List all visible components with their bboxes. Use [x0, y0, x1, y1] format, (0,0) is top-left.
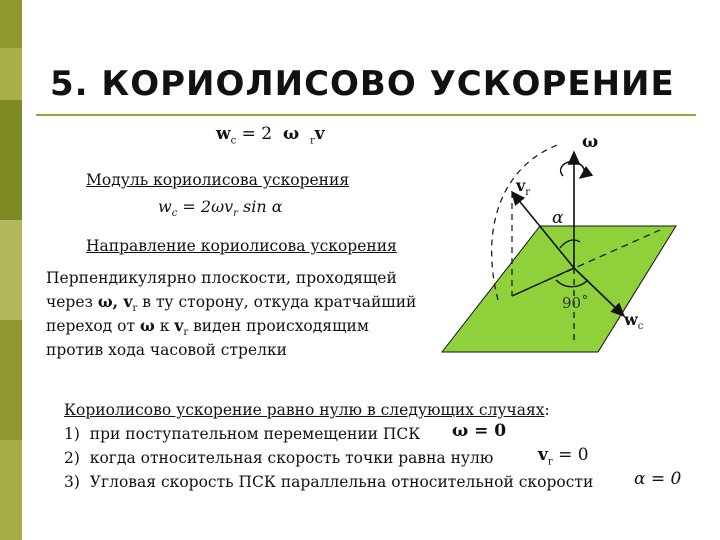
- rotation-arc: [561, 162, 585, 178]
- direction-line-1: Перпендикулярно плоскости, проходящей: [46, 269, 397, 287]
- direction-line-3-omega: ω: [140, 316, 155, 335]
- vr-label-v: v: [516, 176, 526, 195]
- direction-line-2-vec-sub: r: [132, 303, 138, 315]
- diagram-plane: [442, 226, 676, 352]
- direction-line-4: против хода часовой стрелки: [46, 341, 287, 359]
- alpha-label: α: [552, 208, 564, 228]
- direction-line-3-v-sub: r: [183, 327, 189, 339]
- module-w: w: [158, 197, 172, 216]
- zero-case-1-num: 1): [64, 425, 80, 443]
- module-v-sub: r: [233, 208, 238, 220]
- wc-label-sub: c: [637, 321, 644, 333]
- direction-line-2-b: в ту сторону, откуда кратчайший: [142, 293, 417, 311]
- omega-label: ω: [582, 132, 599, 152]
- direction-line-2-a: через: [46, 293, 93, 311]
- zero-case-3-text: Угловая скорость ПСК параллельна относительной скорости: [89, 473, 594, 491]
- right-angle-label: 90˚: [562, 294, 589, 312]
- direction-line-3-v: v: [174, 316, 184, 335]
- zero-case-2-num: 2): [64, 449, 80, 467]
- slide-title: 5. КОРИОЛИСОВО УСКОРЕНИЕ: [50, 64, 675, 104]
- vr-label: [516, 176, 530, 198]
- zero-case-2-formula-sub: r: [547, 456, 553, 468]
- zero-case-1-text: при поступательном перемещении ПСК: [89, 425, 421, 443]
- module-w-sub: c: [171, 208, 178, 220]
- zero-cases-heading-text: Кориолисово ускорение равно нулю в следующих случаях: [64, 401, 545, 419]
- module-eq: = 2ω: [182, 197, 225, 216]
- direction-line-3-a: переход от: [46, 317, 136, 335]
- zero-case-2-formula-rest: = 0: [558, 445, 589, 465]
- vr-label-sub: r: [525, 187, 531, 199]
- direction-line-3-k: к: [159, 317, 170, 335]
- direction-line-3-b: виден происходящим: [193, 317, 369, 335]
- wc-label-w: w: [624, 310, 638, 329]
- module-sin: sin α: [243, 197, 283, 216]
- zero-case-2-text: когда относительная скорость точки равна нулю: [89, 449, 494, 467]
- formula-v-sub: r: [309, 135, 315, 147]
- zero-case-3-num: 3): [64, 473, 80, 491]
- formula-v: v: [314, 124, 325, 144]
- zero-case-1-formula-text: ω = 0: [452, 421, 507, 441]
- module-heading: Модуль кориолисова ускорения: [86, 171, 350, 189]
- formula-eq: = 2: [241, 124, 273, 144]
- module-v: v: [224, 197, 234, 216]
- formula-omega: ω: [282, 124, 300, 144]
- wc-label: [624, 310, 643, 332]
- direction-line-2-vec: ω, v: [97, 292, 133, 311]
- zero-cases-colon: :: [544, 401, 550, 419]
- zero-case-2-formula-v: v: [538, 445, 548, 465]
- formula-w: w: [216, 124, 231, 144]
- zero-case-3-formula: α = 0: [634, 469, 682, 489]
- formula-w-sub: c: [230, 135, 237, 147]
- direction-heading: Направление кориолисова ускорения: [86, 237, 397, 255]
